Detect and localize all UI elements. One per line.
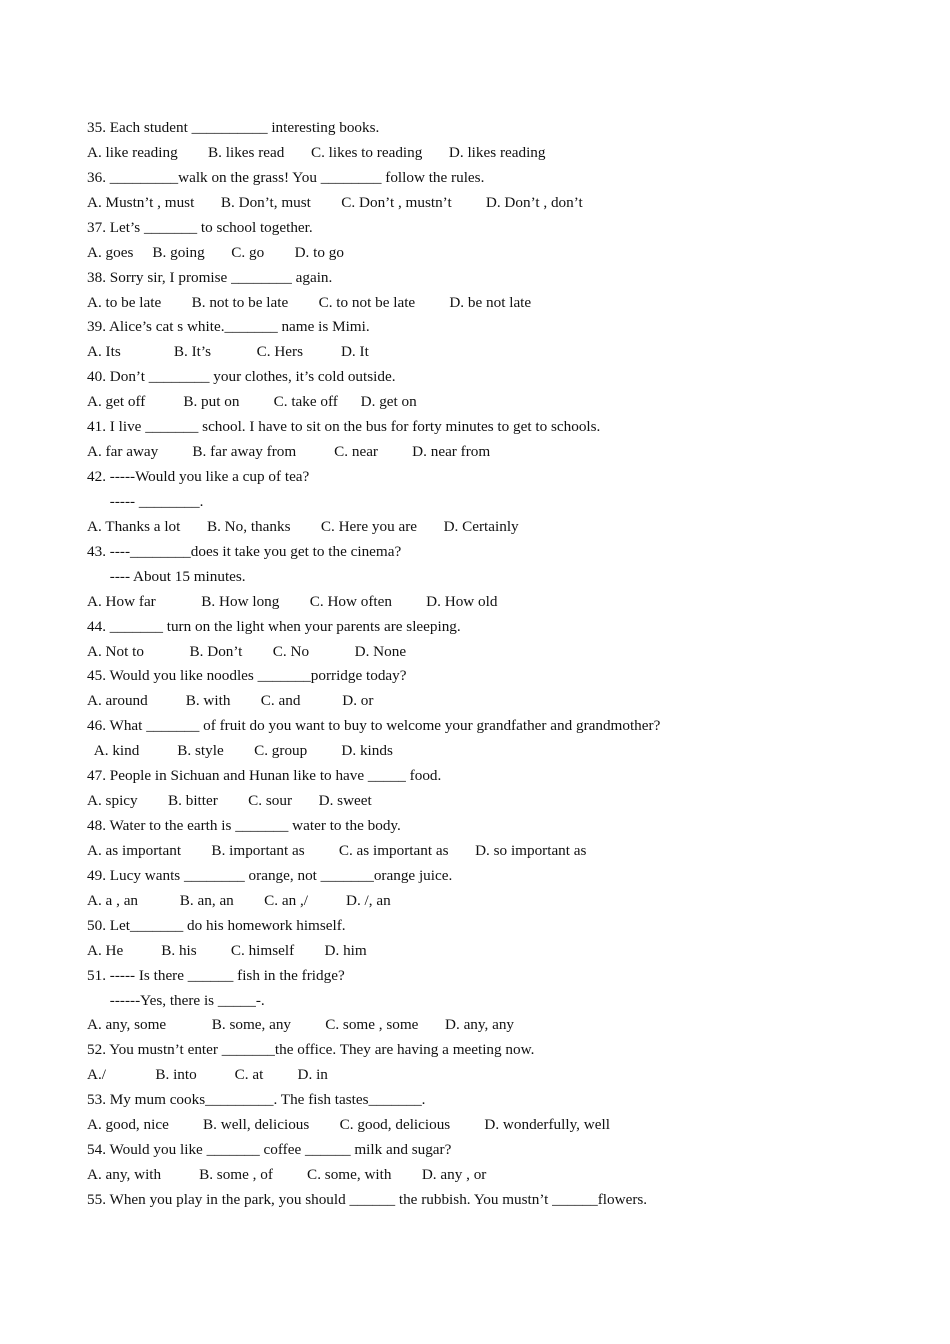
answer-options-line: A. He B. his C. himself D. him bbox=[87, 942, 367, 959]
question-line: 37. Let’s _______ to school together. bbox=[87, 219, 313, 236]
question-line: 53. My mum cooks_________. The fish tastes_______. bbox=[87, 1091, 426, 1108]
dialogue-reply-line: ---- About 15 minutes. bbox=[87, 568, 246, 585]
answer-options-line: A. kind B. style C. group D. kinds bbox=[87, 742, 393, 759]
answer-options-line: A. good, nice B. well, delicious C. good, delicious D. wonderfully, well bbox=[87, 1116, 610, 1133]
answer-options-line: A. Mustn’t , must B. Don’t, must C. Don’t , mustn’t D. Don’t , don’t bbox=[87, 194, 583, 211]
question-line: 55. When you play in the park, you should ______ the rubbish. You mustn’t ______flowers. bbox=[87, 1191, 648, 1208]
answer-options-line: A. Not to B. Don’t C. No D. None bbox=[87, 643, 407, 660]
question-line: 47. People in Sichuan and Hunan like to have _____ food. bbox=[87, 767, 442, 784]
question-line: 41. I live _______ school. I have to sit on the bus for forty minutes to get to schools. bbox=[87, 418, 601, 435]
answer-options-line: A. to be late B. not to be late C. to not be late D. be not late bbox=[87, 294, 532, 311]
question-line: 38. Sorry sir, I promise ________ again. bbox=[87, 269, 333, 286]
question-line: 51. ----- Is there ______ fish in the fridge? bbox=[87, 967, 345, 984]
answer-options-line: A./ B. into C. at D. in bbox=[87, 1066, 328, 1083]
question-line: 49. Lucy wants ________ orange, not _______orange juice. bbox=[87, 867, 453, 884]
answer-options-line: A. far away B. far away from C. near D. near from bbox=[87, 443, 491, 460]
question-line: 44. _______ turn on the light when your parents are sleeping. bbox=[87, 618, 461, 635]
question-line: 50. Let_______ do his homework himself. bbox=[87, 917, 346, 934]
answer-options-line: A. Thanks a lot B. No, thanks C. Here you are D. Certainly bbox=[87, 518, 519, 535]
answer-options-line: A. Its B. It’s C. Hers D. It bbox=[87, 343, 369, 360]
answer-options-line: A. any, with B. some , of C. some, with D. any , or bbox=[87, 1166, 487, 1183]
dialogue-reply-line: ----- ________. bbox=[87, 493, 204, 510]
answer-options-line: A. get off B. put on C. take off D. get on bbox=[87, 393, 417, 410]
answer-options-line: A. around B. with C. and D. or bbox=[87, 692, 374, 709]
dialogue-reply-line: ------Yes, there is _____-. bbox=[87, 992, 265, 1009]
answer-options-line: A. goes B. going C. go D. to go bbox=[87, 244, 344, 261]
question-line: 42. -----Would you like a cup of tea? bbox=[87, 468, 310, 485]
question-line: 52. You mustn’t enter _______the office. They are having a meeting now. bbox=[87, 1041, 535, 1058]
answer-options-line: A. a , an B. an, an C. an ,/ D. /, an bbox=[87, 892, 391, 909]
question-line: 54. Would you like _______ coffee ______ milk and sugar? bbox=[87, 1141, 452, 1158]
question-line: 45. Would you like noodles _______porridge today? bbox=[87, 667, 407, 684]
answer-options-line: A. How far B. How long C. How often D. How old bbox=[87, 593, 498, 610]
answer-options-line: A. as important B. important as C. as important as D. so important as bbox=[87, 842, 587, 859]
question-line: 48. Water to the earth is _______ water to the body. bbox=[87, 817, 401, 834]
answer-options-line: A. any, some B. some, any C. some , some D. any, any bbox=[87, 1016, 515, 1033]
question-line: 46. What _______ of fruit do you want to buy to welcome your grandfather and grandmother? bbox=[87, 717, 661, 734]
answer-options-line: A. spicy B. bitter C. sour D. sweet bbox=[87, 792, 372, 809]
question-line: 35. Each student __________ interesting books. bbox=[87, 119, 380, 136]
question-line: 40. Don’t ________ your clothes, it’s cold outside. bbox=[87, 368, 396, 385]
question-line: 43. ----________does it take you get to the cinema? bbox=[87, 543, 402, 560]
question-line: 39. Alice’s cat s white._______ name is Mimi. bbox=[87, 318, 370, 335]
question-line: 36. _________walk on the grass! You ________ follow the rules. bbox=[87, 169, 485, 186]
answer-options-line: A. like reading B. likes read C. likes to reading D. likes reading bbox=[87, 144, 546, 161]
